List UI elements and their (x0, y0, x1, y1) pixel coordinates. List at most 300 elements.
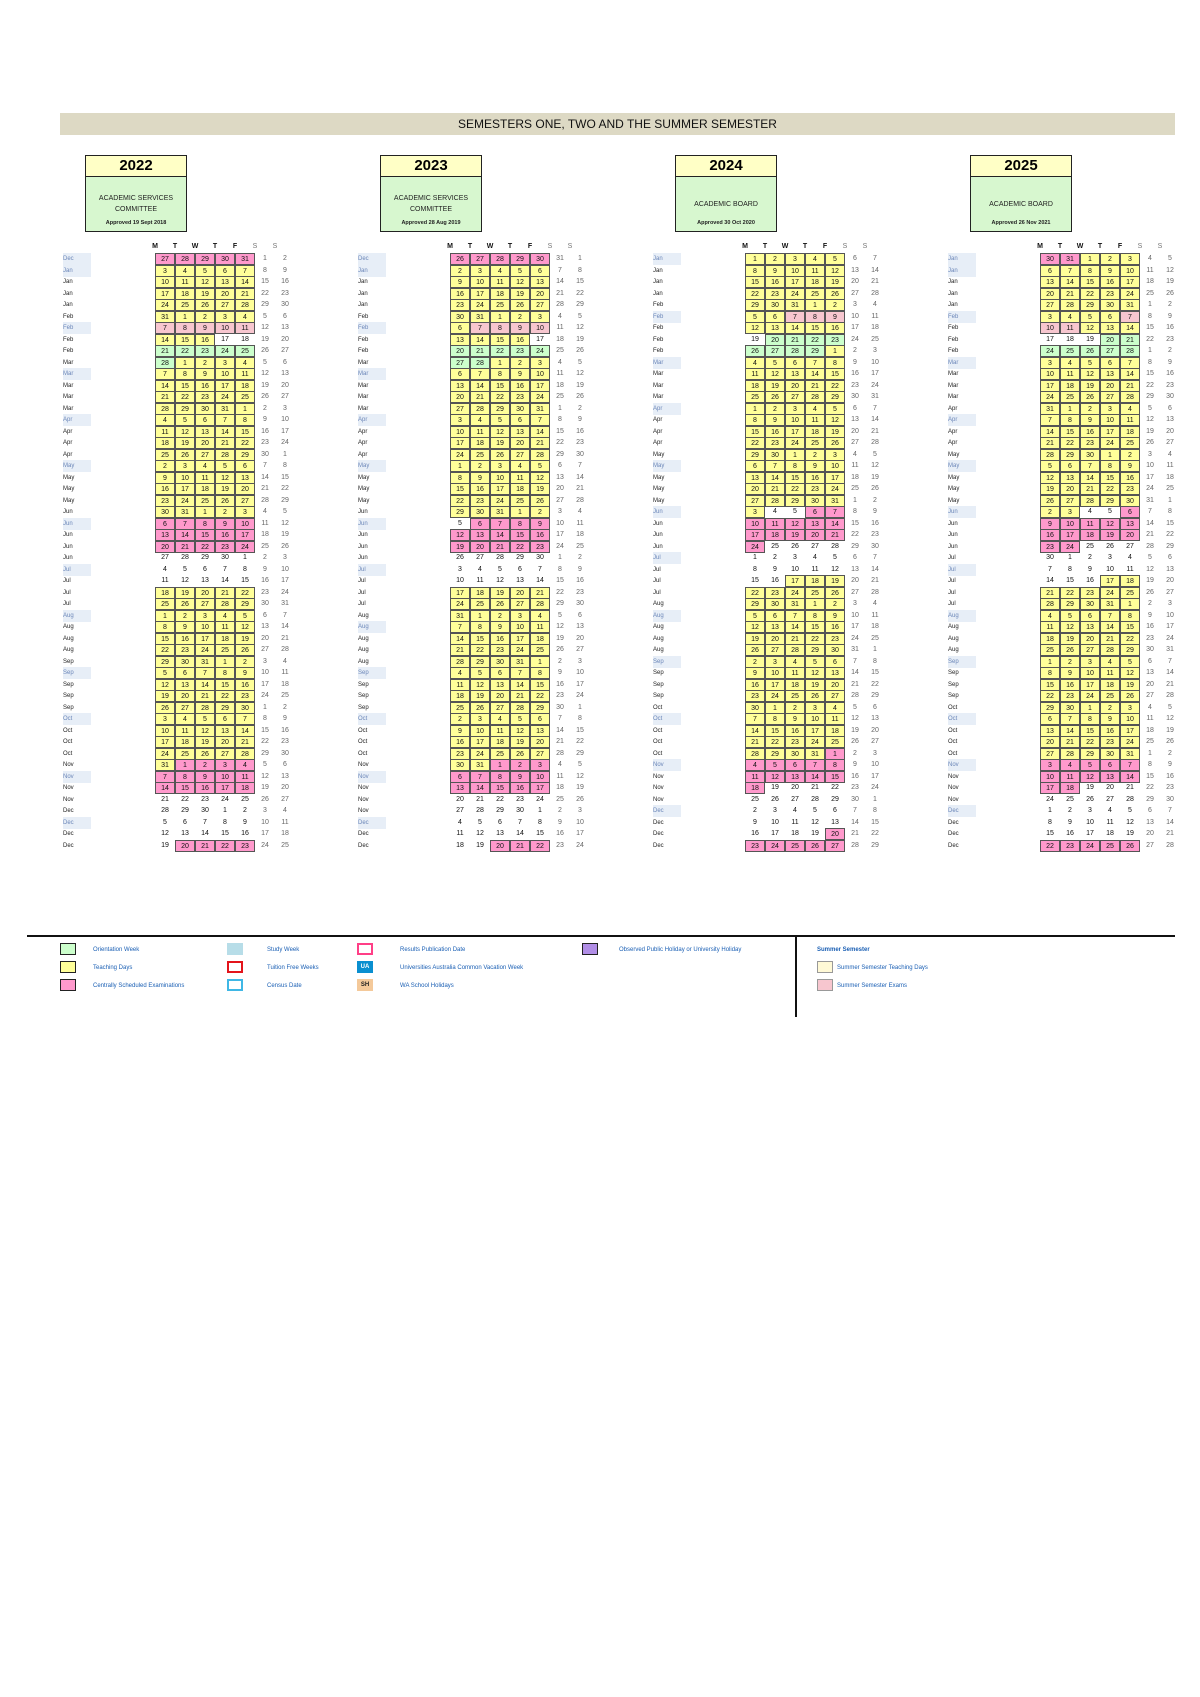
day-cell: 20 (510, 587, 530, 599)
day-cell: 9 (1168, 358, 1172, 366)
day-cell: 28 (785, 345, 805, 357)
day-cell: 20 (1060, 483, 1080, 495)
day-cell: 16 (195, 782, 215, 794)
day-cell: 6 (578, 611, 582, 619)
day-cell: 19 (155, 690, 175, 702)
day-cell: 5 (805, 656, 825, 668)
month-label: Oct (948, 727, 958, 734)
day-cell: 24 (1166, 634, 1174, 642)
day-cell: 3 (1040, 311, 1060, 323)
day-cell: 15 (281, 473, 289, 481)
day-cell: 27 (1080, 644, 1100, 656)
day-cell: 6 (1120, 506, 1140, 518)
day-cell: 27 (851, 588, 859, 596)
day-cell: 9 (805, 460, 825, 472)
day-cell: 16 (1166, 772, 1174, 780)
day-cell: 15 (871, 669, 879, 676)
day-cell: 19 (1040, 483, 1060, 495)
day-cell: 10 (235, 518, 255, 530)
day-cell: 10 (215, 771, 235, 783)
day-cell: 9 (1068, 818, 1072, 826)
day-cell: 29 (450, 506, 470, 518)
month-label: Dec (63, 831, 74, 837)
day-cell: 24 (785, 288, 805, 300)
day-cell: 20 (195, 587, 215, 599)
month-label: Jul (653, 552, 681, 564)
day-cell: 10 (215, 322, 235, 334)
day-cell: 20 (851, 278, 859, 285)
month-label: Jun (358, 555, 368, 561)
day-cell: 3 (558, 508, 562, 515)
day-cell: 12 (261, 772, 269, 780)
day-cell: 25 (195, 495, 215, 507)
day-cell: 31 (195, 656, 215, 668)
day-cell: 2 (1168, 301, 1172, 308)
summer-exam-swatch (817, 979, 833, 991)
day-cell: 28 (450, 656, 470, 668)
day-cell: 19 (825, 575, 845, 587)
day-cell: 22 (490, 391, 510, 403)
day-cell: 10 (530, 368, 550, 380)
day-cell: 7 (283, 611, 287, 619)
day-cell: 6 (1080, 610, 1100, 622)
day-cell: 25 (805, 288, 825, 300)
day-cell: 17 (281, 427, 289, 435)
day-cell: 23 (1040, 541, 1060, 553)
day-cell: 21 (510, 840, 530, 852)
legend-tuition: Tuition Free Weeks (267, 965, 319, 971)
day-cell: 30 (805, 495, 825, 507)
day-cell: 14 (221, 577, 229, 584)
sh-swatch: SH (357, 979, 373, 991)
day-cell: 5 (825, 403, 845, 415)
week-row (945, 667, 1200, 679)
day-cell: 7 (538, 565, 542, 573)
day-cell: 14 (871, 565, 879, 573)
day-cell: 6 (1040, 713, 1060, 725)
week-row (945, 679, 1200, 691)
day-cell: 18 (241, 335, 249, 343)
day-cell: 13 (215, 725, 235, 737)
day-cell: 12 (155, 679, 175, 691)
day-cell: 14 (871, 416, 879, 423)
day-cell: 28 (1060, 748, 1080, 760)
day-cell: 24 (470, 299, 490, 311)
day-cell: 6 (1148, 807, 1152, 814)
day-cell: 12 (825, 414, 845, 426)
legend-study: Study Week (267, 947, 300, 953)
day-cell: 11 (215, 621, 235, 633)
day-cell: 11 (175, 725, 195, 737)
day-cell: 3 (1108, 554, 1112, 561)
day-cell: 20 (490, 840, 510, 852)
day-cell: 4 (1040, 610, 1060, 622)
day-cell: 15 (490, 334, 510, 346)
day-header: M (742, 243, 748, 250)
day-cell: 3 (805, 702, 825, 714)
month-label: Oct (358, 739, 368, 745)
day-cell: 3 (470, 713, 490, 725)
day-cell: 20 (851, 577, 859, 584)
day-cell: 8 (490, 368, 510, 380)
day-cell: 6 (853, 554, 857, 561)
day-cell: 10 (1080, 667, 1100, 679)
month-label: Jun (63, 518, 91, 530)
month-label: Apr (653, 417, 663, 423)
day-cell: 21 (530, 437, 550, 449)
day-cell: 27 (450, 403, 470, 415)
day-cell: 31 (1040, 403, 1060, 415)
day-cell: 15 (175, 782, 195, 794)
day-cell: 15 (785, 472, 805, 484)
day-cell: 27 (215, 299, 235, 311)
day-cell: 27 (1166, 588, 1174, 596)
day-cell: 2 (765, 253, 785, 265)
month-label: Oct (948, 713, 976, 725)
month-label: Oct (653, 713, 681, 725)
day-cell: 5 (1040, 460, 1060, 472)
day-cell: 13 (516, 577, 524, 584)
day-cell: 3 (853, 600, 857, 607)
day-cell: 16 (281, 726, 289, 734)
day-cell: 9 (235, 667, 255, 679)
week-row (945, 575, 1200, 587)
day-cell: 4 (283, 657, 287, 665)
day-cell: 18 (470, 437, 490, 449)
day-cell: 8 (1148, 312, 1152, 320)
month-label: Feb (653, 348, 664, 354)
month-label: Oct (948, 750, 958, 757)
day-cell: 5 (578, 761, 582, 768)
month-label: May (653, 460, 681, 472)
day-cell: 16 (765, 426, 785, 438)
day-cell: 27 (510, 449, 530, 461)
day-cell: 2 (805, 449, 825, 461)
day-cell: 22 (490, 345, 510, 357)
day-cell: 25 (1100, 690, 1120, 702)
day-cell: 31 (805, 748, 825, 760)
year-label: 2023 (381, 156, 481, 177)
day-cell: 11 (450, 679, 470, 691)
day-cell: 16 (1100, 276, 1120, 288)
day-cell: 20 (791, 784, 799, 791)
day-cell: 27 (261, 646, 269, 653)
day-cell: 8 (745, 414, 765, 426)
week-row (945, 587, 1200, 599)
day-cell: 2 (263, 554, 267, 561)
day-cell: 1 (263, 703, 267, 711)
day-cell: 29 (155, 656, 175, 668)
day-cell: 17 (470, 288, 490, 300)
day-cell: 23 (745, 840, 765, 852)
day-cell: 20 (530, 736, 550, 748)
ua-swatch: UA (357, 961, 373, 973)
day-cell: 11 (456, 830, 464, 837)
year-label: 2025 (971, 156, 1071, 177)
month-label: Jan (63, 265, 91, 277)
day-cell: 25 (1120, 587, 1140, 599)
day-cell: 4 (793, 807, 797, 814)
day-cell: 22 (1146, 335, 1154, 343)
day-cell: 14 (805, 771, 825, 783)
day-cell: 17 (450, 437, 470, 449)
month-label: Jul (358, 578, 366, 584)
day-cell: 18 (556, 381, 564, 389)
orientation-swatch (60, 943, 76, 955)
day-cell: 30 (155, 506, 175, 518)
day-cell: 9 (1168, 761, 1172, 768)
day-cell: 26 (1040, 495, 1060, 507)
day-cell: 26 (791, 542, 799, 550)
day-cell: 6 (853, 404, 857, 412)
day-header: T (1097, 243, 1103, 250)
month-label: Nov (948, 773, 959, 780)
day-cell: 11 (510, 472, 530, 484)
day-cell: 23 (261, 588, 269, 596)
day-cell: 25 (530, 644, 550, 656)
day-cell: 20 (281, 381, 289, 389)
day-cell: 9 (785, 713, 805, 725)
month-label: May (948, 474, 960, 481)
day-cell: 15 (536, 830, 544, 837)
day-cell: 31 (470, 311, 490, 323)
day-cell: 7 (450, 621, 470, 633)
day-cell: 2 (773, 554, 777, 561)
day-cell: 31 (155, 311, 175, 323)
day-cell: 18 (1146, 278, 1154, 285)
day-cell: 20 (175, 690, 195, 702)
day-cell: 14 (785, 322, 805, 334)
day-cell: 10 (450, 426, 470, 438)
day-cell: 24 (871, 381, 879, 389)
day-cell: 12 (765, 368, 785, 380)
day-cell: 7 (1048, 565, 1052, 573)
day-cell: 24 (1060, 541, 1080, 553)
day-cell: 18 (175, 736, 195, 748)
month-label: Jan (948, 290, 958, 297)
month-label: Jul (948, 555, 956, 561)
month-label: Nov (63, 785, 74, 791)
day-cell: 3 (1040, 759, 1060, 771)
day-cell: 1 (1120, 598, 1140, 610)
day-cell: 31 (1120, 748, 1140, 760)
month-label: Dec (653, 842, 664, 849)
day-cell: 5 (793, 508, 797, 515)
day-cell: 30 (450, 759, 470, 771)
day-cell: 1 (450, 460, 470, 472)
day-cell: 22 (510, 541, 530, 553)
day-cell: 17 (1120, 276, 1140, 288)
day-cell: 14 (576, 473, 584, 481)
day-cell: 5 (1168, 255, 1172, 262)
day-cell: 19 (1120, 679, 1140, 691)
day-cell: 7 (785, 610, 805, 622)
day-cell: 15 (1060, 426, 1080, 438)
day-cell: 28 (871, 439, 879, 446)
approval-date: Approved 30 Oct 2020 (697, 220, 755, 226)
day-cell: 29 (1060, 598, 1080, 610)
day-cell: 19 (490, 587, 510, 599)
day-cell: 19 (871, 473, 879, 481)
month-label: Jun (653, 520, 663, 527)
day-cell: 27 (1146, 692, 1154, 699)
day-cell: 28 (195, 702, 215, 714)
day-cell: 25 (490, 748, 510, 760)
day-cell: 22 (1146, 381, 1154, 389)
day-cell: 26 (1080, 345, 1100, 357)
day-cell: 30 (785, 748, 805, 760)
day-cell: 9 (1040, 518, 1060, 530)
day-cell: 18 (1060, 782, 1080, 794)
day-cell: 27 (825, 840, 845, 852)
day-cell: 11 (1060, 771, 1080, 783)
day-cell: 17 (450, 587, 470, 599)
day-cell: 21 (805, 380, 825, 392)
day-cell: 9 (450, 725, 470, 737)
day-cell: 10 (1040, 322, 1060, 334)
day-cell: 25 (871, 335, 879, 343)
day-header: F (822, 243, 828, 250)
day-cell: 2 (235, 656, 255, 668)
day-cell: 14 (1146, 519, 1154, 527)
day-cell: 8 (765, 713, 785, 725)
day-cell: 15 (261, 278, 269, 285)
month-label: Mar (358, 405, 369, 412)
legend-summer-exam: Summer Semester Exams (837, 983, 908, 989)
day-cell: 27 (195, 449, 215, 461)
month-label: Feb (948, 325, 959, 331)
day-cell: 24 (450, 449, 470, 461)
day-cell: 12 (1126, 818, 1134, 826)
day-cell: 22 (530, 690, 550, 702)
calendar-2025 (0, 155, 1200, 935)
day-cell: 13 (1080, 621, 1100, 633)
month-label: Dec (63, 253, 91, 265)
day-cell: 28 (1166, 692, 1174, 699)
month-label: Dec (63, 842, 74, 849)
day-cell: 23 (155, 495, 175, 507)
day-cell: 7 (1148, 508, 1152, 515)
day-cell: 5 (195, 265, 215, 277)
day-cell: 19 (751, 335, 759, 343)
day-cell: 14 (825, 518, 845, 530)
day-cell: 8 (1148, 761, 1152, 768)
month-label: Oct (63, 727, 73, 734)
day-cell: 5 (263, 761, 267, 768)
day-cell: 5 (183, 565, 187, 573)
week-row (945, 771, 1200, 783)
day-cell: 21 (235, 736, 255, 748)
day-cell: 5 (1148, 404, 1152, 412)
day-header: W (1076, 243, 1084, 250)
day-cell: 20 (1040, 736, 1060, 748)
day-cell: 19 (476, 841, 484, 849)
day-cell: 18 (235, 380, 255, 392)
day-cell: 12 (215, 472, 235, 484)
day-cell: 31 (215, 403, 235, 415)
day-cell: 19 (805, 679, 825, 691)
day-cell: 27 (1100, 391, 1120, 403)
day-cell: 19 (470, 690, 490, 702)
day-cell: 20 (1146, 830, 1154, 837)
day-cell: 1 (785, 449, 805, 461)
day-cell: 23 (450, 748, 470, 760)
day-cell: 19 (261, 784, 269, 791)
day-cell: 17 (155, 288, 175, 300)
day-cell: 17 (871, 370, 879, 377)
day-cell: 14 (235, 725, 255, 737)
day-cell: 18 (765, 529, 785, 541)
day-cell: 23 (1100, 288, 1120, 300)
day-cell: 13 (181, 830, 189, 837)
day-cell: 30 (765, 449, 785, 461)
day-cell: 29 (1120, 644, 1140, 656)
day-cell: 18 (745, 380, 765, 392)
day-cell: 15 (825, 368, 845, 380)
day-cell: 25 (470, 449, 490, 461)
month-label: Jun (948, 520, 958, 527)
day-cell: 24 (785, 437, 805, 449)
day-cell: 23 (510, 345, 530, 357)
day-cell: 21 (450, 644, 470, 656)
month-label: Aug (358, 658, 369, 665)
day-cell: 26 (195, 748, 215, 760)
month-label: Jan (948, 265, 976, 277)
month-label: Mar (948, 357, 976, 369)
day-cell: 7 (1120, 311, 1140, 323)
day-cell: 29 (785, 495, 805, 507)
month-label: Jan (358, 290, 368, 297)
day-cell: 27 (235, 495, 255, 507)
day-cell: 14 (556, 726, 564, 734)
week-row (945, 426, 1200, 438)
day-cell: 1 (490, 357, 510, 369)
day-cell: 22 (496, 795, 504, 803)
day-cell: 25 (745, 391, 765, 403)
results-swatch (357, 943, 373, 955)
day-cell: 16 (1040, 529, 1060, 541)
day-cell: 18 (1100, 679, 1120, 691)
day-cell: 1 (490, 759, 510, 771)
day-cell: 27 (1100, 345, 1120, 357)
month-label: Nov (63, 771, 91, 783)
day-cell: 17 (510, 633, 530, 645)
day-cell: 11 (825, 713, 845, 725)
day-cell: 24 (1040, 391, 1060, 403)
day-cell: 17 (825, 472, 845, 484)
day-cell: 23 (510, 391, 530, 403)
day-cell: 5 (745, 311, 765, 323)
day-cell: 26 (1080, 391, 1100, 403)
day-cell: 25 (155, 598, 175, 610)
day-cell: 7 (235, 265, 255, 277)
month-label: Aug (63, 610, 91, 622)
day-cell: 14 (1080, 472, 1100, 484)
day-cell: 29 (496, 807, 504, 814)
day-cell: 29 (871, 692, 879, 699)
day-cell: 14 (871, 266, 879, 274)
day-cell: 23 (1166, 784, 1174, 791)
day-cell: 25 (1120, 437, 1140, 449)
day-cell: 16 (175, 633, 195, 645)
day-cell: 23 (825, 334, 845, 346)
month-label: Mar (948, 394, 959, 400)
day-cell: 4 (745, 357, 765, 369)
day-cell: 13 (510, 426, 530, 438)
month-label: Aug (358, 635, 369, 642)
month-label: Oct (358, 713, 386, 725)
day-cell: 13 (556, 473, 564, 481)
